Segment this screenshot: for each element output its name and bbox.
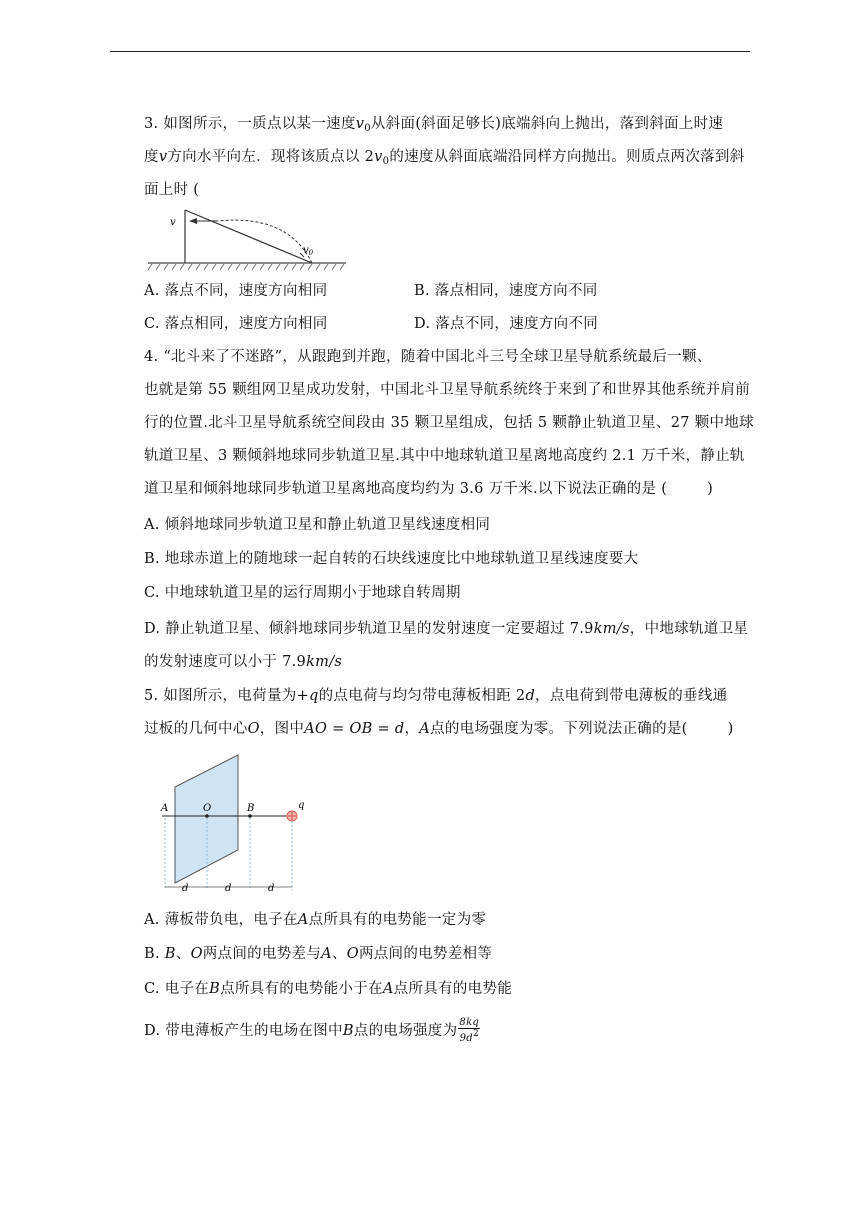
q5-option-c: C. 电子在B点所具有的电势能小于在A点所具有的电势能 [144, 981, 513, 997]
q3-figure-label-v0: $v_0$ [303, 245, 314, 257]
q3-option-c: C. 落点相同，速度方向相同 [144, 316, 328, 332]
q5-option-a: A. 薄板带负电，电子在A点所具有的电势能一定为零 [144, 912, 487, 928]
q4-option-c: C. 中地球轨道卫星的运行周期小于地球自转周期 [144, 585, 461, 601]
q5-option-d: D. 带电薄板产生的电场在图中B点的电场强度为 $\frac{8kq}{9d2}$ [144, 1017, 480, 1044]
q3-option-a: A. 落点不同，速度方向相同 [144, 283, 328, 299]
q4-stem-line-4: 轨道卫星、3 颗倾斜地球同步轨道卫星.其中中地球轨道卫星离地高度约 2.1 万千米，静止轨 [144, 448, 745, 464]
q4-stem-line-5: 道卫星和倾斜地球同步轨道卫星离地高度均约为 3.6 万千米.以下说法正确的是 ( ) [144, 481, 714, 497]
fraction-8kq-over-9d2: $\frac{8kq}{9d2}$ [459, 1017, 480, 1044]
q5-figure-label-d-1: d [182, 883, 189, 894]
q4-option-d-line-1: D. 静止轨道卫星、倾斜地球同步轨道卫星的发射速度一定要超过 7.9km/s，中地球轨道卫星 [144, 621, 749, 637]
q5-stem-line-2: 过板的几何中心O，图中AO = OB = d，A点的电场强度为零。下列说法正确的是( ) [144, 721, 734, 737]
q5-figure [155, 750, 315, 898]
q5-figure-label-o: O [203, 803, 212, 814]
q4-stem-line-1: 4. “北斗来了不迷路”，从跟跑到并跑，随着中国北斗三号全球卫星导航系统最后一颗、 [144, 349, 712, 365]
q5-figure-label-q: q [298, 800, 305, 811]
header-rule [110, 51, 750, 52]
q5-figure-label-d-2: d [225, 883, 232, 894]
q4-stem-line-2: 也就是第 55 颗组网卫星成功发射，中国北斗卫星导航系统终于来到了和世界其他系统并肩前 [144, 382, 751, 398]
q3-option-d: D. 落点不同，速度方向不同 [414, 316, 599, 332]
q3-stem-line-2: 度v方向水平向左．现将该质点以 $2v_0$的速度从斜面底端沿同样方向抛出。则质点两次落到斜 [144, 149, 745, 167]
q4-stem-line-3: 行的位置.北斗卫星导航系统空间段由 35 颗卫星组成，包括 5 颗静止轨道卫星、27 颗中地球 [144, 415, 754, 431]
q4-option-a: A. 倾斜地球同步轨道卫星和静止轨道卫星线速度相同 [144, 517, 491, 533]
q5-stem-line-1: 5. 如图所示，电荷量为+q的点电荷与均匀带电薄板相距 2d，点电荷到带电薄板的垂线通 [144, 688, 728, 704]
q3-figure [148, 204, 348, 272]
q5-option-b: B. B、O两点间的电势差与A、O两点间的电势差相等 [144, 946, 493, 962]
q3-stem-line-3: 面上时 ( [144, 182, 200, 198]
q4-option-d-line-2: 的发射速度可以小于 7.9km/s [144, 654, 343, 670]
q4-option-b: B. 地球赤道上的随地球一起自转的石块线速度比中地球轨道卫星线速度要大 [144, 551, 639, 567]
q5-figure-label-a: A [161, 803, 169, 814]
q5-figure-label-b: B [247, 803, 255, 814]
q3-option-b: B. 落点相同，速度方向不同 [414, 283, 598, 299]
q5-figure-label-d-3: d [268, 883, 275, 894]
q3-stem-line-1: 3. 如图所示，一质点以某一速度$v_0$从斜面(斜面足够长)底端斜向上抛出，落到斜面上时速 [144, 116, 724, 134]
q3-figure-label-v: v [170, 217, 176, 228]
